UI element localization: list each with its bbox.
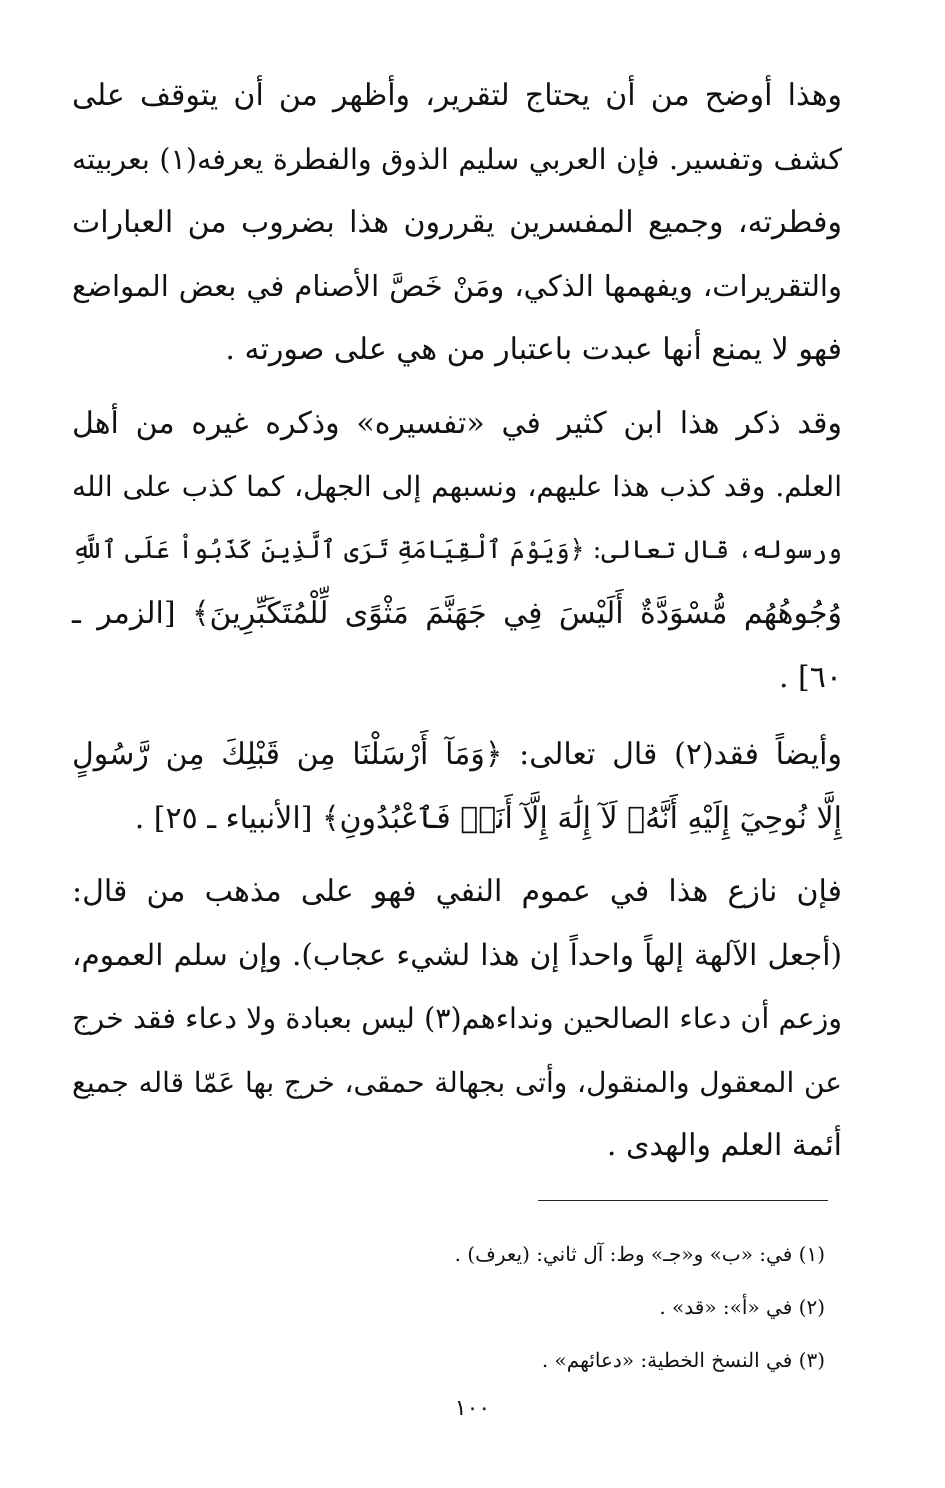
text-line: وأيضاً فقد(٢) قال تعالى: ﴿وَمَآ أَرْسَلْنَا مِن قَبْلِكَ مِن رَّسُولٍ — [72, 737, 842, 772]
text-line: وزعم أن دعاء الصالحين ونداءهم(٣) ليس بعبادة ولا دعاء فقد خرج — [72, 1002, 842, 1035]
text-line: وفطرته، وجميع المفسرين يقررون هذا بضروب من العبارات — [72, 205, 842, 240]
footnote-3: (٣) في النسخ الخطية: «دعائهم» . — [541, 1348, 825, 1372]
text-line: عن المعقول والمنقول، وأتى بجهالة حمقى، خرج بها عَمّا قاله جميع — [72, 1065, 842, 1099]
text-line: إِلَّا نُوحِيٓ إِلَيْهِ أَنَّهُۥ لَآ إِلَٰهَ إِلَّآ أَنَا۠ فَٱعْبُدُونِ﴾ [الأنبياء ـ ٢٥] . — [134, 800, 842, 836]
paragraph-4 — [72, 860, 842, 1178]
text-line: فإن نازع هذا في عموم النفي فهو على مذهب من قال: — [72, 874, 842, 909]
text-line: ٦٠] . — [778, 659, 842, 695]
text-line: كشف وتفسير. فإن العربي سليم الذوق والفطرة يعرفه(١) بعربيته — [72, 142, 843, 176]
paragraph-3 — [72, 723, 842, 850]
paragraph-2 — [72, 392, 842, 710]
footnotes — [305, 1228, 825, 1387]
page-number: ١٠٠ — [454, 1396, 491, 1421]
text-line: والتقريرات، ويفهمها الذكي، ومَنْ خَصَّ الأصنام في بعض المواضع — [72, 268, 842, 303]
footnote-2: (٢) في «أ»: «قد» . — [659, 1295, 825, 1319]
text-line: فهو لا يمنع أنها عبدت باعتبار من هي على صورته . — [225, 332, 842, 367]
paragraph-1 — [72, 64, 842, 382]
text-line: وقد ذكر هذا ابن كثير في «تفسيره» وذكره غيره من أهل — [72, 405, 842, 441]
text-line: العلم. وقد كذب هذا عليهم، ونسبهم إلى الجهل، كما كذب على الله — [72, 470, 842, 503]
footnote-1: (١) في: «ب» و«جـ» وط: آل ثاني: (يعرف) . — [454, 1242, 825, 1266]
page-body — [72, 64, 842, 1178]
text-line: (أجعل الآلهة إلهاً واحداً إن هذا لشيء عجاب). وإن سلم العموم، — [72, 937, 842, 972]
text-line: ورسوله، قال تعالى: ﴿وَيَوْمَ ٱلْقِيَامَةِ تَرَى ٱلَّذِينَ كَذَبُواْ عَلَى ٱللَّهِ — [72, 534, 842, 565]
text-line: أئمة العلم والهدى . — [606, 1128, 842, 1163]
text-line: وُجُوهُهُم مُّسْوَدَّةٌ أَلَيْسَ فِي جَهَنَّمَ مَثْوًى لِّلْمُتَكَبِّرِينَ﴾ [الزمر ـ — [72, 596, 842, 631]
footnote-separator — [538, 1200, 828, 1201]
text-line: وهذا أوضح من أن يحتاج لتقرير، وأظهر من أن يتوقف على — [72, 78, 842, 113]
